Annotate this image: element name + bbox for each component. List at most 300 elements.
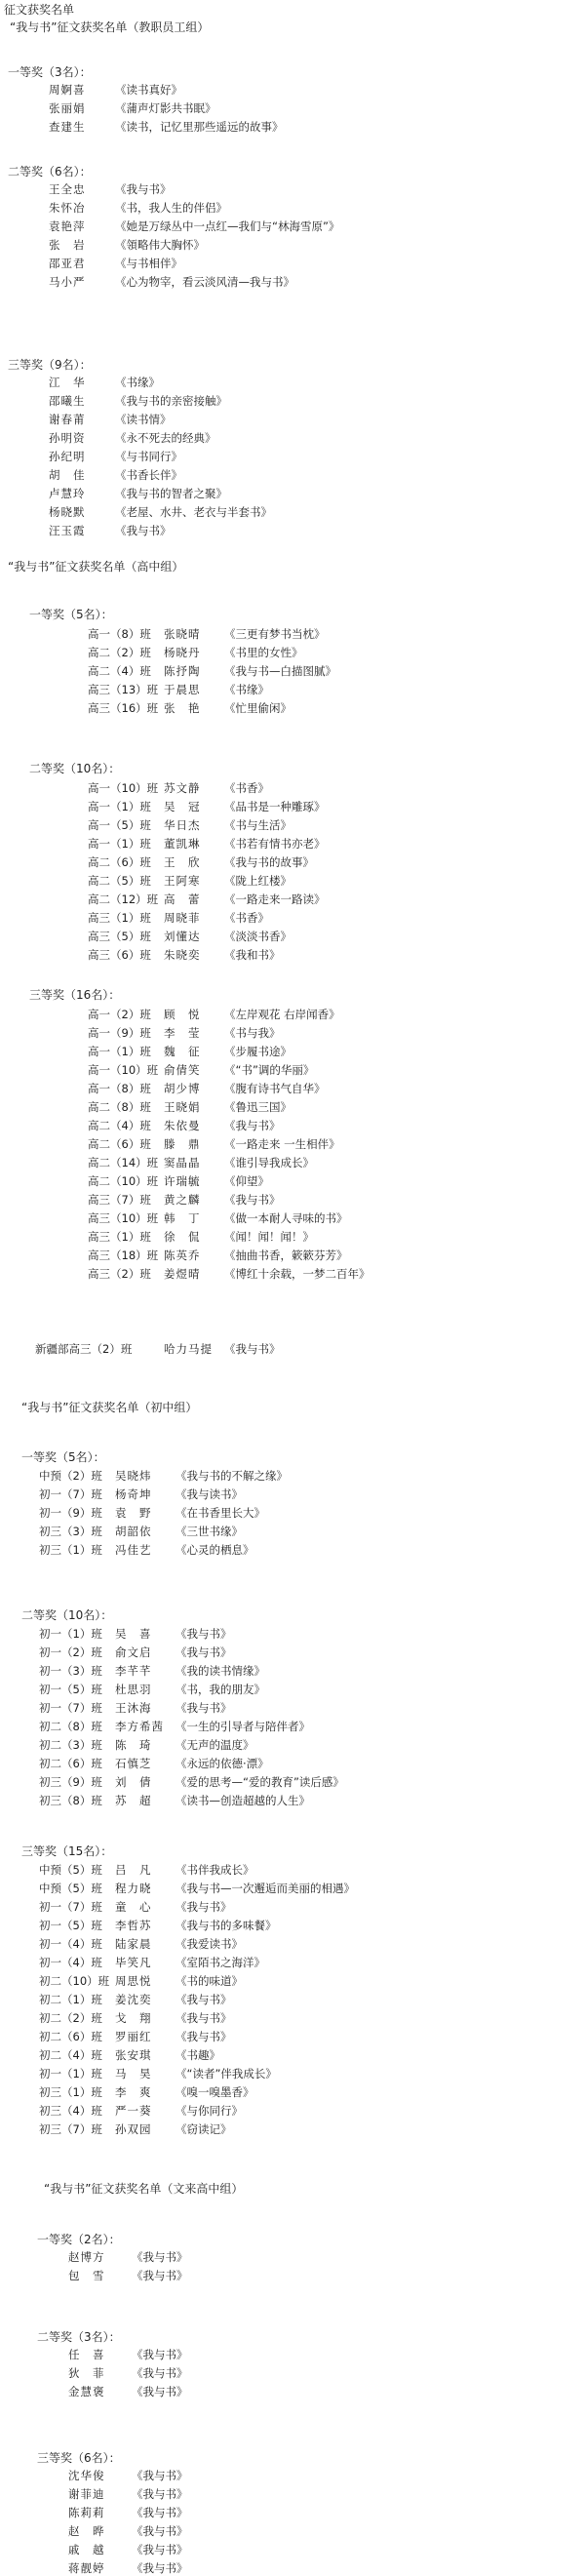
class-label: 高一（1）班 xyxy=(88,837,151,851)
winner-name: 黄之麟 xyxy=(164,1193,201,1207)
class-label: 高二（12）班 xyxy=(88,892,159,906)
work-title: 《我与书》 xyxy=(224,1119,281,1132)
winner-name: 吴晓炜 xyxy=(115,1469,152,1483)
winner-name: 王全忠 xyxy=(49,182,86,196)
award-entry xyxy=(0,1862,585,1878)
award-entry xyxy=(0,1663,585,1679)
work-title: 《我与书的多味餐》 xyxy=(176,1919,277,1932)
class-label: 高三（10）班 xyxy=(88,1211,159,1225)
class-label: 高一（5）班 xyxy=(88,818,151,832)
winner-name: 袁 野 xyxy=(115,1506,152,1520)
work-title: 《一路走来 一生相伴》 xyxy=(224,1137,340,1151)
work-title: 《我与书》 xyxy=(176,1701,232,1715)
winner-name: 董凯琳 xyxy=(164,837,201,851)
winner-name: 刘懂达 xyxy=(164,930,201,943)
winner-name: 赵 晔 xyxy=(68,2524,105,2538)
winner-name: 陈莉莉 xyxy=(68,2506,105,2519)
tier-heading: 三等奖（6名）： xyxy=(37,2451,121,2465)
winner-name: 戚 越 xyxy=(68,2543,105,2556)
class-label: 初二（4）班 xyxy=(39,2048,102,2062)
work-title: 《蒲声灯影共书眠》 xyxy=(115,101,216,115)
award-entry xyxy=(0,393,585,409)
award-entry xyxy=(0,119,585,135)
award-entry xyxy=(0,467,585,483)
award-entry xyxy=(0,1210,585,1226)
award-entry xyxy=(0,2542,585,2557)
award-entry xyxy=(0,2347,585,2362)
winner-name: 陈抒陶 xyxy=(164,664,201,678)
award-entry xyxy=(0,2486,585,2502)
winner-name: 苏文静 xyxy=(164,781,201,795)
award-entry xyxy=(0,82,585,98)
class-label: 初三（4）班 xyxy=(39,2104,102,2118)
work-title: 《她是万绿丛中一点红—我们与“林海雪原”》 xyxy=(115,219,340,233)
award-entry xyxy=(0,1793,585,1808)
work-title: 《我爱读书》 xyxy=(176,1937,243,1951)
award-entry xyxy=(0,1899,585,1915)
work-title: 《我和书》 xyxy=(224,948,281,962)
award-entry xyxy=(0,1155,585,1170)
award-entry xyxy=(0,1881,585,1896)
class-label: 新疆部高三（2）班 xyxy=(35,1342,133,1356)
award-entry xyxy=(0,1248,585,1263)
work-title: 《步履书途》 xyxy=(224,1045,292,1058)
work-title: 《“读者”伴我成长》 xyxy=(176,2067,277,2081)
class-label: 中预（5）班 xyxy=(39,1882,102,1895)
award-entry xyxy=(0,2523,585,2539)
award-entry xyxy=(0,449,585,464)
award-entry xyxy=(0,836,585,852)
winner-name: 许瑞毓 xyxy=(164,1174,201,1188)
winner-name: 吴 冠 xyxy=(164,800,201,813)
work-title: 《我与书》 xyxy=(224,1193,281,1207)
winner-name: 王阿寒 xyxy=(164,874,201,888)
award-entry xyxy=(0,100,585,116)
award-entry xyxy=(0,1756,585,1771)
tier-heading: 二等奖（6名）： xyxy=(8,165,92,178)
award-entry xyxy=(0,663,585,679)
winner-name: 姜煜晴 xyxy=(164,1267,201,1281)
class-label: 高二（6）班 xyxy=(88,855,151,869)
winner-name: 高 蕾 xyxy=(164,892,201,906)
class-label: 中预（2）班 xyxy=(39,1469,102,1483)
winner-name: 谢菲迪 xyxy=(68,2487,105,2501)
winner-name: 任 喜 xyxy=(68,2348,105,2361)
class-label: 初一（1）班 xyxy=(39,2067,102,2081)
award-entry xyxy=(0,375,585,390)
class-label: 高二（14）班 xyxy=(88,1156,159,1169)
tier-heading: 三等奖（15名）： xyxy=(21,1844,113,1858)
class-label: 初一（3）班 xyxy=(39,1664,102,1678)
work-title: 《书趣》 xyxy=(176,2048,220,2062)
winner-name: 江 华 xyxy=(49,376,86,389)
award-entry xyxy=(0,1737,585,1753)
winner-name: 胡韶依 xyxy=(115,1525,152,1538)
winner-name: 蒋靓婷 xyxy=(68,2561,105,2575)
work-title: 《鲁迅三国》 xyxy=(224,1100,292,1114)
winner-name: 顾 悦 xyxy=(164,1008,201,1021)
work-title: 《我与书》 xyxy=(132,2366,188,2380)
award-entry xyxy=(0,256,585,271)
class-label: 初二（1）班 xyxy=(39,1993,102,2006)
winner-name: 周婀喜 xyxy=(49,83,86,97)
work-title: 《谁引导我成长》 xyxy=(224,1156,314,1169)
winner-name: 严一葵 xyxy=(115,2104,152,2118)
award-entry xyxy=(0,682,585,697)
award-entry xyxy=(0,1955,585,1970)
work-title: 《我与书—白描图腻》 xyxy=(224,664,336,678)
winner-name: 张安琪 xyxy=(115,2048,152,2062)
class-label: 初二（2）班 xyxy=(39,2011,102,2025)
award-entry xyxy=(0,1229,585,1245)
work-title: 《书与生活》 xyxy=(224,818,292,832)
work-title: 《我与书》 xyxy=(115,524,172,537)
award-entry xyxy=(0,1542,585,1558)
work-title: 《读书情》 xyxy=(115,413,172,426)
class-label: 初三（1）班 xyxy=(39,1543,102,1557)
class-label: 初二（3）班 xyxy=(39,1738,102,1752)
award-entry xyxy=(0,1025,585,1041)
award-entry xyxy=(0,274,585,290)
work-title: 《我与书》 xyxy=(176,1627,232,1641)
winner-name: 俞倩笑 xyxy=(164,1063,201,1077)
class-label: 高三（2）班 xyxy=(88,1267,151,1281)
award-entry xyxy=(0,523,585,538)
winner-name: 朱怀冶 xyxy=(49,201,86,215)
award-entry xyxy=(0,1044,585,1059)
work-title: 《忙里偷闲》 xyxy=(224,701,292,715)
award-entry xyxy=(0,1173,585,1189)
work-title: 《读书，记忆里那些遥远的故事》 xyxy=(115,120,284,134)
winner-name: 卢慧玲 xyxy=(49,487,86,500)
work-title: 《我与书》 xyxy=(224,1342,281,1356)
class-label: 高一（10）班 xyxy=(88,1063,159,1077)
award-entry xyxy=(0,645,585,660)
winner-name: 胡 佳 xyxy=(49,468,86,482)
class-label: 初一（1）班 xyxy=(39,1627,102,1641)
award-entry xyxy=(0,2365,585,2381)
winner-name: 李 爽 xyxy=(115,2085,152,2099)
work-title: 《我与书》 xyxy=(132,2469,188,2482)
work-title: 《书，我的朋友》 xyxy=(176,1683,265,1696)
class-label: 高一（9）班 xyxy=(88,1026,151,1040)
award-entry xyxy=(0,430,585,446)
tier-heading: 二等奖（10名）： xyxy=(21,1608,113,1622)
award-entry xyxy=(0,2560,585,2576)
award-entry xyxy=(0,2121,585,2137)
winner-name: 陆家晨 xyxy=(115,1937,152,1951)
award-entry xyxy=(0,780,585,796)
winner-name: 吴 喜 xyxy=(115,1627,152,1641)
class-label: 初一（7）班 xyxy=(39,1701,102,1715)
award-entry xyxy=(0,1524,585,1539)
work-title: 《我与书》 xyxy=(132,2250,188,2264)
winner-name: 朱晓奕 xyxy=(164,948,201,962)
work-title: 《书缘》 xyxy=(115,376,160,389)
tier-heading: 一等奖（5名）： xyxy=(29,608,113,621)
work-title: 《三世书缘》 xyxy=(176,1525,243,1538)
class-label: 初二（10）班 xyxy=(39,1974,110,1988)
winner-name: 杨晓丹 xyxy=(164,646,201,659)
award-entry xyxy=(0,200,585,216)
class-label: 初三（3）班 xyxy=(39,1525,102,1538)
tier-heading: 二等奖（3名）： xyxy=(37,2330,121,2344)
class-label: 高三（13）班 xyxy=(88,683,159,696)
winner-name: 查建生 xyxy=(49,120,86,134)
work-title: 《书香长伴》 xyxy=(115,468,182,482)
work-title: 《我与书—一次邂逅而美丽的相遇》 xyxy=(176,1882,355,1895)
winner-name: 王晓娟 xyxy=(164,1100,201,1114)
work-title: 《书若有情书亦老》 xyxy=(224,837,326,851)
class-label: 高三（1）班 xyxy=(88,911,151,925)
work-title: 《心灵的栖息》 xyxy=(176,1543,254,1557)
work-title: 《闻！闻！闻！》 xyxy=(224,1230,314,1244)
winner-name: 于晨思 xyxy=(164,683,201,696)
work-title: 《我与书》 xyxy=(132,2506,188,2519)
winner-name: 苏 超 xyxy=(115,1794,152,1807)
award-entry xyxy=(0,817,585,833)
work-title: 《我与读书》 xyxy=(176,1487,243,1501)
winner-name: 周思悦 xyxy=(115,1974,152,1988)
work-title: 《我与书》 xyxy=(176,1900,232,1914)
winner-name: 金慧褒 xyxy=(68,2385,105,2398)
class-label: 高三（18）班 xyxy=(88,1248,159,1262)
award-entry xyxy=(0,910,585,926)
winner-name: 胡少博 xyxy=(164,1082,201,1095)
award-entry xyxy=(0,1973,585,1989)
work-title: 《品书是一种雕琢》 xyxy=(224,800,326,813)
class-label: 高二（4）班 xyxy=(88,664,151,678)
award-entry xyxy=(0,2249,585,2265)
award-entry xyxy=(0,1645,585,1660)
class-label: 高一（8）班 xyxy=(88,627,151,641)
work-title: 《我与书》 xyxy=(176,1645,232,1659)
class-label: 高二（5）班 xyxy=(88,874,151,888)
award-entry xyxy=(0,854,585,870)
work-title: 《抽曲书香，簌簌芬芳》 xyxy=(224,1248,348,1262)
class-label: 初三（9）班 xyxy=(39,1775,102,1789)
award-entry xyxy=(0,799,585,814)
award-entry xyxy=(0,1468,585,1484)
award-entry xyxy=(0,237,585,253)
work-title: 《书，我人生的伴侣》 xyxy=(115,201,227,215)
work-title: 《书缘》 xyxy=(224,683,269,696)
winner-name: 孙明资 xyxy=(49,431,86,445)
work-title: 《我与书》 xyxy=(132,2543,188,2556)
winner-name: 李芊芊 xyxy=(115,1664,152,1678)
work-title: 《左岸观花 右岸闻香》 xyxy=(224,1008,340,1021)
class-label: 初二（6）班 xyxy=(39,1757,102,1770)
award-entry xyxy=(0,2029,585,2044)
class-label: 高三（16）班 xyxy=(88,701,159,715)
work-title: 《永不死去的经典》 xyxy=(115,431,216,445)
work-title: 《腹有诗书气自华》 xyxy=(224,1082,326,1095)
award-entry xyxy=(0,2010,585,2026)
class-label: 中预（5）班 xyxy=(39,1863,102,1877)
winner-name: 韩 丁 xyxy=(164,1211,201,1225)
class-label: 初一（9）班 xyxy=(39,1506,102,1520)
winner-name: 马 昊 xyxy=(115,2067,152,2081)
class-label: 初三（7）班 xyxy=(39,2122,102,2136)
winner-name: 赵博方 xyxy=(68,2250,105,2264)
award-entry xyxy=(0,1774,585,1790)
work-title: 《与你同行》 xyxy=(176,2104,243,2118)
winner-name: 杜思羽 xyxy=(115,1683,152,1696)
winner-name: 孙双园 xyxy=(115,2122,152,2136)
award-entry xyxy=(0,1266,585,1282)
work-title: 《三更有梦书当枕》 xyxy=(224,627,326,641)
class-label: 高二（10）班 xyxy=(88,1174,159,1188)
award-entry xyxy=(0,2468,585,2483)
winner-name: 张 艳 xyxy=(164,701,201,715)
winner-name: 李 莹 xyxy=(164,1026,201,1040)
work-title: 《做一本耐人寻味的书》 xyxy=(224,1211,348,1225)
work-title: 《书香》 xyxy=(224,911,269,925)
award-entry xyxy=(0,1192,585,1208)
winner-name: 魏 征 xyxy=(164,1045,201,1058)
award-entry xyxy=(0,626,585,642)
section-title: “我与书”征文获奖名单（文来高中组） xyxy=(44,2182,244,2196)
winner-name: 谢春莆 xyxy=(49,413,86,426)
class-label: 初二（8）班 xyxy=(39,1720,102,1733)
section-title: “我与书”征文获奖名单（初中组） xyxy=(21,1401,198,1414)
class-label: 高一（10）班 xyxy=(88,781,159,795)
class-label: 初一（4）班 xyxy=(39,1956,102,1969)
winner-name: 沈华俊 xyxy=(68,2469,105,2482)
work-title: 《我与书》 xyxy=(132,2487,188,2501)
award-entry xyxy=(0,1007,585,1022)
winner-name: 狄 菲 xyxy=(68,2366,105,2380)
class-label: 高一（8）班 xyxy=(88,1082,151,1095)
award-entry xyxy=(0,1918,585,1933)
winner-name: 王沐海 xyxy=(115,1701,152,1715)
section-title: “我与书”征文获奖名单（高中组） xyxy=(8,560,184,574)
award-entry xyxy=(0,2103,585,2119)
award-entry xyxy=(0,2047,585,2063)
award-entry xyxy=(0,1136,585,1152)
work-title: 《我与书的亲密接触》 xyxy=(115,394,227,408)
class-label: 初一（2）班 xyxy=(39,1645,102,1659)
work-title: 《读书真好》 xyxy=(115,83,182,97)
work-title: 《博红十余载，一梦二百年》 xyxy=(224,1267,370,1281)
section-title: “我与书”征文获奖名单（教职员工组） xyxy=(10,20,210,34)
work-title: 《我与书》 xyxy=(176,1993,232,2006)
award-entry xyxy=(0,873,585,889)
class-label: 初三（1）班 xyxy=(39,2085,102,2099)
award-entry xyxy=(0,1992,585,2007)
winner-name: 袁艳萍 xyxy=(49,219,86,233)
work-title: 《淡淡书香》 xyxy=(224,930,292,943)
work-title: 《我与书》 xyxy=(176,2030,232,2043)
award-entry xyxy=(0,929,585,944)
work-title: 《书的味道》 xyxy=(176,1974,243,1988)
award-entry xyxy=(0,1936,585,1952)
winner-name: 滕 鼎 xyxy=(164,1137,201,1151)
award-entry xyxy=(0,1486,585,1502)
winner-name: 陈英乔 xyxy=(164,1248,201,1262)
award-entry xyxy=(0,2066,585,2081)
work-title: 《我与书》 xyxy=(132,2524,188,2538)
award-entry xyxy=(0,412,585,427)
winner-name: 朱依曼 xyxy=(164,1119,201,1132)
class-label: 高二（6）班 xyxy=(88,1137,151,1151)
work-title: 《我的读书情缘》 xyxy=(176,1664,265,1678)
winner-name: 哈力马提 xyxy=(164,1342,213,1356)
winner-name: 冯佳艺 xyxy=(115,1543,152,1557)
award-entry xyxy=(0,181,585,197)
work-title: 《读书—创造超越的人生》 xyxy=(176,1794,310,1807)
work-title: 《室陌书之海洋》 xyxy=(176,1956,265,1969)
tier-heading: 一等奖（2名）： xyxy=(37,2233,121,2246)
award-entry xyxy=(0,1099,585,1115)
work-title: 《“书”调的华丽》 xyxy=(224,1063,315,1077)
tier-heading: 一等奖（3名）： xyxy=(8,65,92,79)
award-entry xyxy=(0,1081,585,1096)
work-title: 《我与书》 xyxy=(132,2269,188,2282)
work-title: 《我与书》 xyxy=(132,2385,188,2398)
class-label: 高一（2）班 xyxy=(88,1008,151,1021)
winner-name: 李方希茜 xyxy=(115,1720,164,1733)
winner-name: 杨奇坤 xyxy=(115,1487,152,1501)
class-label: 初二（6）班 xyxy=(39,2030,102,2043)
award-entry xyxy=(0,1626,585,1642)
work-title: 《我与书的故事》 xyxy=(224,855,314,869)
class-label: 高三（5）班 xyxy=(88,930,151,943)
work-title: 《永远的依德·漂》 xyxy=(176,1757,269,1770)
work-title: 《心为物宰，看云淡风清—我与书》 xyxy=(115,275,294,289)
winner-name: 邵曦生 xyxy=(49,394,86,408)
work-title: 《老屋、水井、老衣与半套书》 xyxy=(115,505,272,519)
award-entry xyxy=(0,1505,585,1521)
class-label: 高三（1）班 xyxy=(88,1230,151,1244)
winner-name: 李哲苏 xyxy=(115,1919,152,1932)
work-title: 《領略伟大胸怀》 xyxy=(115,238,205,252)
tier-heading: 一等奖（5名）： xyxy=(21,1450,105,1464)
tier-heading: 二等奖（10名）： xyxy=(29,762,121,775)
work-title: 《无声的温度》 xyxy=(176,1738,254,1752)
winner-name: 刘 倩 xyxy=(115,1775,152,1789)
work-title: 《我与书》 xyxy=(132,2561,188,2575)
winner-name: 张晓晴 xyxy=(164,627,201,641)
class-label: 初一（5）班 xyxy=(39,1683,102,1696)
work-title: 《我与书》 xyxy=(115,182,172,196)
winner-name: 程力晓 xyxy=(115,1882,152,1895)
work-title: 《书伴我成长》 xyxy=(176,1863,254,1877)
work-title: 《书里的女性》 xyxy=(224,646,303,659)
winner-name: 孙纪明 xyxy=(49,450,86,463)
winner-name: 石慎芝 xyxy=(115,1757,152,1770)
work-title: 《嗅一嗅墨香》 xyxy=(176,2085,254,2099)
award-entry xyxy=(0,1682,585,1697)
class-label: 高二（2）班 xyxy=(88,646,151,659)
winner-name: 徐 侃 xyxy=(164,1230,201,1244)
award-entry xyxy=(0,2505,585,2520)
class-label: 初一（7）班 xyxy=(39,1487,102,1501)
class-label: 高三（6）班 xyxy=(88,948,151,962)
award-entry xyxy=(0,2084,585,2100)
work-title: 《书香》 xyxy=(224,781,269,795)
work-title: 《爱的思考—“爱的教育”读后感》 xyxy=(176,1775,344,1789)
winner-name: 包 雪 xyxy=(68,2269,105,2282)
work-title: 《仰望》 xyxy=(224,1174,269,1188)
winner-name: 邵亚君 xyxy=(49,257,86,270)
winner-name: 华日杰 xyxy=(164,818,201,832)
class-label: 高一（1）班 xyxy=(88,800,151,813)
winner-name: 俞文启 xyxy=(115,1645,152,1659)
award-entry xyxy=(0,218,585,234)
work-title: 《一生的引导者与陪伴者》 xyxy=(176,1720,310,1733)
award-entry xyxy=(0,486,585,501)
